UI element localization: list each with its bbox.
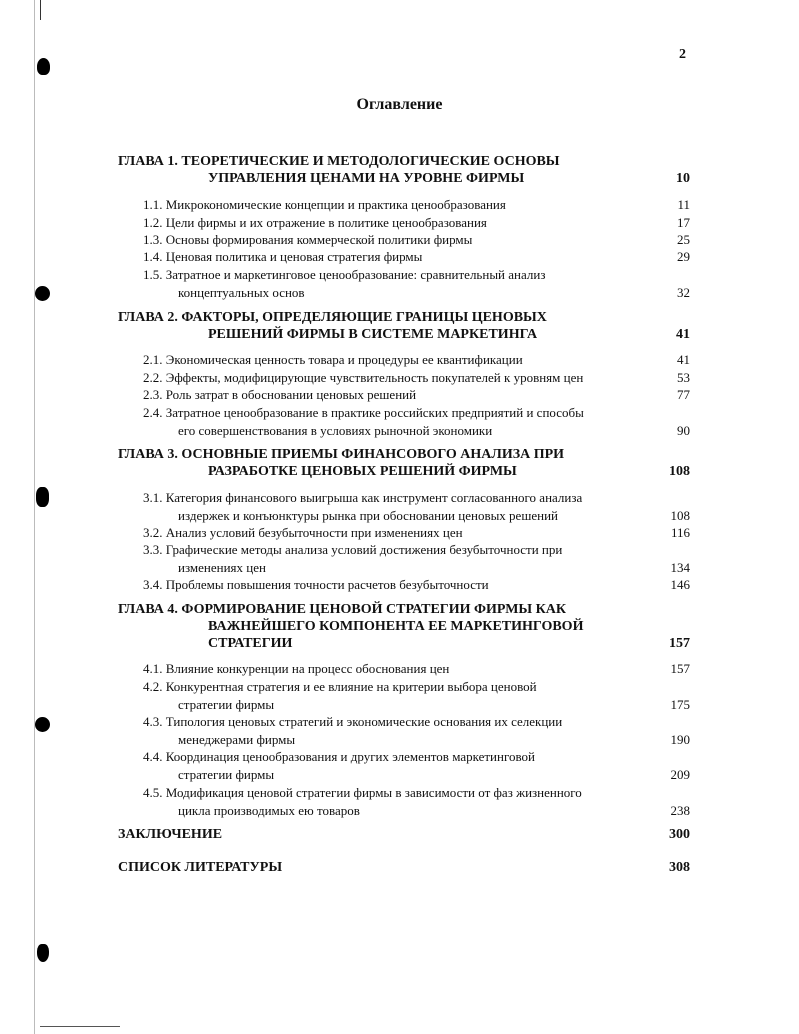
chapter-title-line: РАЗРАБОТКЕ ЦЕНОВЫХ РЕШЕНИЙ ФИРМЫ — [208, 464, 517, 479]
punch-hole — [35, 717, 50, 732]
punch-hole — [37, 58, 50, 75]
toc-section: 3.4. Проблемы повышения точности расчетов безубыточности 146 — [143, 577, 690, 592]
conclusion-title: ЗАКЛЮЧЕНИЕ — [118, 827, 223, 842]
toc-section: 1.5. Затратное и маркетинговое ценообразование: сравнительный анализ концептуальных основ 32 — [143, 267, 690, 300]
conclusion-entry — [118, 826, 690, 843]
toc-section: 2.4. Затратное ценообразование в практике российских предприятий и способы его совершенствования в условиях рыночной экономики 90 — [143, 405, 690, 438]
toc-section: 3.3. Графические методы анализа условий достижения безубыточности при изменениях цен 134 — [143, 542, 690, 575]
chapter-page: 157 — [669, 636, 690, 651]
chapter-title-line: ВАЖНЕЙШЕГО КОМПОНЕНТА ЕЕ МАРКЕТИНГОВОЙ — [208, 619, 584, 634]
punch-hole — [36, 487, 49, 507]
references-page: 308 — [669, 860, 690, 875]
chapter-title-line: ГЛАВА 1. ТЕОРЕТИЧЕСКИЕ И МЕТОДОЛОГИЧЕСКИЕ ОСНОВЫ — [118, 154, 560, 169]
chapter-1-entry — [118, 153, 690, 187]
chapter-title-line: УПРАВЛЕНИЯ ЦЕНАМИ НА УРОВНЕ ФИРМЫ — [208, 171, 525, 186]
toc-section: 2.2. Эффекты, модифицирующие чувствительность покупателей к уровням цен 53 — [143, 370, 690, 385]
chapter-title-line: ГЛАВА 3. ОСНОВНЫЕ ПРИЕМЫ ФИНАНСОВОГО АНАЛИЗА ПРИ — [118, 447, 565, 462]
chapter-2-entry — [118, 309, 690, 343]
toc-section: 4.2. Конкурентная стратегия и ее влияние на критерии выбора ценовой стратегии фирмы 175 — [143, 679, 690, 712]
chapter-3-entry — [118, 446, 690, 480]
page-number: 2 — [679, 47, 686, 62]
references-entry — [118, 859, 690, 876]
scan-edge-line — [34, 0, 35, 1034]
toc-section: 4.4. Координация ценообразования и других элементов маркетинговой стратегии фирмы 209 — [143, 749, 690, 782]
toc-section: 4.1. Влияние конкуренции на процесс обоснования цен 157 — [143, 661, 690, 676]
chapter-4-entry — [118, 601, 690, 652]
references-title: СПИСОК ЛИТЕРАТУРЫ — [118, 860, 283, 875]
toc-section: 1.2. Цели фирмы и их отражение в политике ценообразования 17 — [143, 215, 690, 230]
chapter-page: 10 — [676, 171, 690, 186]
chapter-title-line: РЕШЕНИЙ ФИРМЫ В СИСТЕМЕ МАРКЕТИНГА — [208, 327, 538, 342]
chapter-title-line: СТРАТЕГИИ — [208, 636, 293, 651]
chapter-page: 41 — [676, 327, 690, 342]
toc-section: 2.3. Роль затрат в обосновании ценовых решений 77 — [143, 387, 690, 402]
toc-section: 2.1. Экономическая ценность товара и процедуры ее квантификации 41 — [143, 352, 690, 367]
toc-section: 1.1. Микрокономические концепции и практика ценообразования 11 — [143, 197, 690, 212]
scan-bottom-line — [40, 1026, 120, 1027]
punch-hole — [37, 944, 49, 962]
scan-edge-line — [40, 0, 41, 20]
page-title: Оглавление — [356, 96, 443, 113]
chapter-title-line: ГЛАВА 2. ФАКТОРЫ, ОПРЕДЕЛЯЮЩИЕ ГРАНИЦЫ ЦЕНОВЫХ — [118, 310, 547, 325]
toc-section: 4.5. Модификация ценовой стратегии фирмы в зависимости от фаз жизненного цикла производимых ею товаров 238 — [143, 785, 690, 818]
toc-section: 1.4. Ценовая политика и ценовая стратегия фирмы 29 — [143, 249, 690, 264]
punch-hole — [35, 286, 50, 301]
toc-section: 1.3. Основы формирования коммерческой политики фирмы 25 — [143, 232, 690, 247]
chapter-page: 108 — [669, 464, 690, 479]
conclusion-page: 300 — [669, 827, 690, 842]
toc-section: 3.1. Категория финансового выигрыша как инструмент согласованного анализа издержек и конъюнктуры рынка при обосновании ценовых решений 108 — [143, 490, 690, 523]
toc-section: 3.2. Анализ условий безубыточности при изменениях цен 116 — [143, 525, 690, 540]
toc-section: 4.3. Типология ценовых стратегий и экономические основания их селекции менеджерами фирмы 190 — [143, 714, 690, 747]
chapter-title-line: ГЛАВА 4. ФОРМИРОВАНИЕ ЦЕНОВОЙ СТРАТЕГИИ ФИРМЫ КАК — [118, 602, 567, 617]
